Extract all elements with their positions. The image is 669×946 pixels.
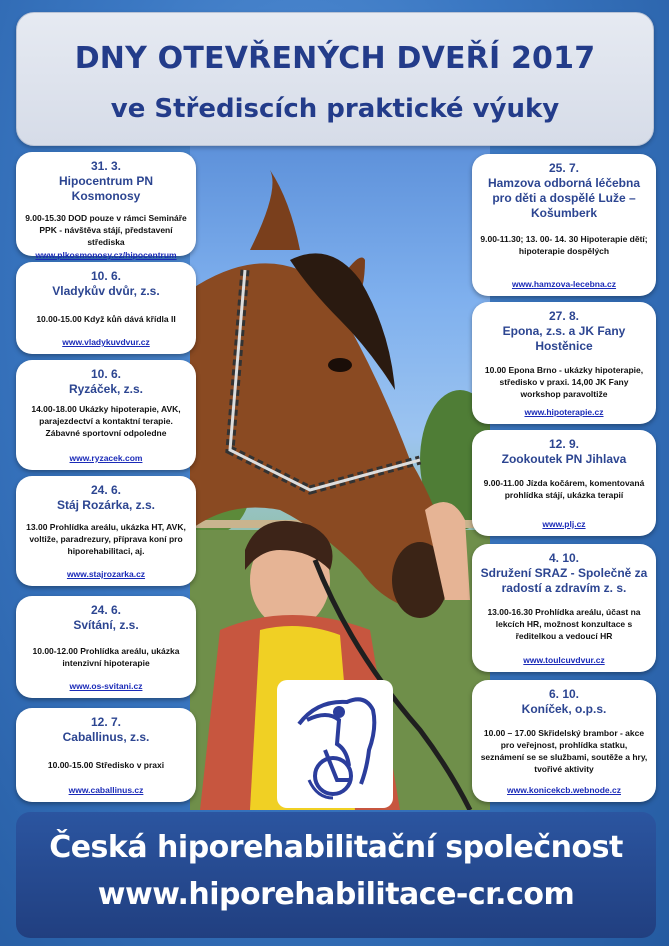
society-website-link[interactable]: www.hiporehabilitace-cr.com	[97, 877, 575, 912]
event-link[interactable]: www.hipoterapie.cz	[524, 407, 604, 417]
event-description: 13.00 Prohlídka areálu, ukázka HT, AVK, voltiže, paradrezury, příprava koní pro hiporehabilitaci, aj.	[26, 522, 186, 556]
event-link[interactable]: www.ryzacek.com	[69, 453, 143, 463]
event-card	[472, 302, 656, 424]
event-card	[472, 544, 656, 672]
event-description: 13.00-16.30 Prohlídka areálu, účast na lekcích HR, možnost konzultace s ředitelkou a vedoucí HR	[487, 607, 641, 641]
event-organization: Hamzova odborná léčebna pro děti a dospělé Luže – Košumberk	[487, 176, 641, 220]
event-description: 10.00-12.00 Prohlídka areálu, ukázka intenzivní hipoterapie	[32, 646, 180, 668]
event-date: 31. 3.	[90, 159, 122, 173]
event-organization: Vladykův dvůr, z.s.	[52, 284, 160, 298]
event-date: 10. 6.	[90, 269, 122, 283]
event-organization: Svítání, z.s.	[73, 618, 139, 632]
event-date: 10. 6.	[90, 367, 122, 381]
event-organization: Hipocentrum PN Kosmonosy	[58, 174, 153, 203]
society-name: Česká hiporehabilitační společnost	[49, 830, 623, 865]
event-date: 6. 10.	[548, 687, 580, 701]
event-description: 10.00 – 17.00 Skřidelský brambor - akce pro veřejnost, prohlídka statku, seznámení se se službami, soutěže a hry, tvořivé aktivity	[480, 728, 648, 774]
event-date: 24. 6.	[90, 483, 122, 497]
event-date: 4. 10.	[548, 551, 580, 565]
footer-banner	[16, 812, 656, 938]
horse-wheelchair-logo-icon	[277, 680, 393, 808]
event-date: 24. 6.	[90, 603, 122, 617]
event-link[interactable]: www.plj.cz	[542, 519, 586, 529]
event-card	[16, 360, 196, 470]
event-organization: Stáj Rozárka, z.s.	[56, 498, 156, 512]
event-description: 9.00-11.30; 13. 00- 14. 30 Hipoterapie dětí; hipoterapie dospělých	[480, 234, 648, 256]
event-link[interactable]: www.stajrozarka.cz	[66, 569, 146, 579]
event-description: 10.00 Epona Brno - ukázky hipoterapie, středisko v praxi. 14,00 JK Fany workshop paravoltiže	[484, 365, 644, 399]
event-card	[472, 154, 656, 296]
event-date: 27. 8.	[548, 309, 580, 323]
poster-subtitle: ve Střediscích praktické výuky	[110, 94, 560, 124]
society-logo	[277, 680, 393, 808]
event-card	[16, 596, 196, 698]
header-banner	[16, 12, 654, 146]
event-description: 14.00-18.00 Ukázky hipoterapie, AVK, parajezdectví a kontaktní terapie. Zábavné sportovní odpoledne	[31, 404, 181, 438]
event-card	[472, 430, 656, 536]
event-link[interactable]: www.caballinus.cz	[68, 785, 144, 795]
event-description: 10.00-15.00 Když kůň dává křídla II	[36, 314, 176, 324]
event-link[interactable]: www.konicekcb.webnode.cz	[507, 785, 621, 795]
event-description: 10.00-15.00 Středisko v praxi	[47, 760, 165, 770]
event-link[interactable]: www.vladykuvdvur.cz	[62, 337, 150, 347]
event-organization: Sdružení SRAZ - Společně za radostí a zdravím z. s.	[480, 566, 648, 595]
event-card	[16, 476, 196, 586]
event-date: 12. 7.	[90, 715, 122, 729]
event-organization: Koníček, o.p.s.	[521, 702, 607, 716]
event-organization: Zookoutek PN Jihlava	[501, 452, 627, 466]
event-organization: Ryzáček, z.s.	[68, 382, 144, 396]
event-description: 9.00-15.30 DOD pouze v rámci Semináře PPK - návštěva stájí, představení střediska	[25, 213, 187, 247]
event-card	[16, 708, 196, 802]
event-organization: Epona, z.s. a JK Fany Hostěnice	[502, 324, 626, 353]
event-link[interactable]: www.toulcuvdvur.cz	[523, 655, 605, 665]
event-link[interactable]: www.plkosmonosy.cz/hipocentrum	[35, 250, 177, 260]
event-card	[16, 262, 196, 354]
event-link[interactable]: www.os-svitani.cz	[69, 681, 143, 691]
event-link[interactable]: www.hamzova-lecebna.cz	[511, 279, 617, 289]
event-date: 12. 9.	[548, 437, 580, 451]
event-card	[16, 152, 196, 260]
poster-title: DNY OTEVŘENÝCH DVEŘÍ 2017	[74, 41, 596, 76]
event-date: 25. 7.	[548, 161, 580, 175]
event-description: 9.00-11.00 Jízda kočárem, komentovaná prohlídka stájí, ukázka terapií	[483, 478, 645, 500]
event-organization: Caballinus, z.s.	[62, 730, 150, 744]
event-card	[472, 680, 656, 802]
